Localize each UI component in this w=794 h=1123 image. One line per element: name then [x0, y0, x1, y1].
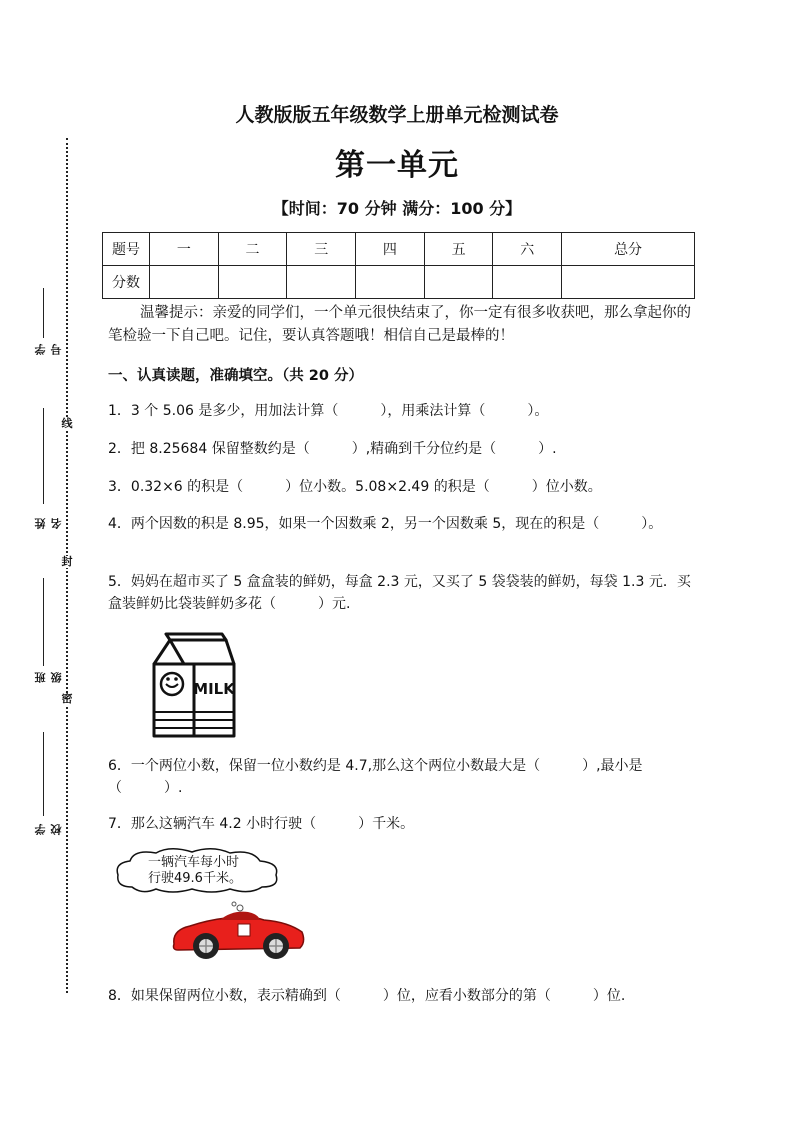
field-label: 学校 — [34, 824, 63, 835]
exam-time-info: 【时间：70 分钟 满分：100 分】 — [272, 199, 522, 218]
question-8: 8．如果保留两位小数，表示精确到（ ）位，应看小数部分的第（ ）位. — [108, 988, 626, 1004]
table-header-cell: 总分 — [562, 233, 695, 266]
question-3: 3．0.32×6 的积是（ ）位小数。5.08×2.49 的积是（ ）位小数。 — [108, 479, 602, 495]
exam-title: 第一单元 — [335, 148, 459, 183]
milk-carton-image — [146, 628, 238, 740]
score-cell[interactable] — [562, 266, 695, 299]
table-header-cell: 四 — [356, 233, 425, 266]
score-table — [102, 232, 695, 299]
fill-line[interactable] — [43, 578, 44, 666]
table-row — [103, 233, 695, 266]
seal-char-secret: 密 — [61, 692, 73, 705]
question-5: 5．妈妈在超市买了 5 盒盒装的鲜奶，每盒 2.3 元，又买了 5 袋袋装的鲜奶，每袋 1.3 元．买盒装鲜奶比袋装鲜奶多花（ ）元. — [108, 574, 691, 612]
field-label: 姓名 — [34, 518, 63, 529]
table-row — [103, 266, 695, 299]
cloud-text — [148, 855, 242, 887]
cloud-text-line: 一辆汽车每小时 — [148, 855, 240, 870]
table-header-cell: 三 — [287, 233, 356, 266]
section-title: 一、认真读题，准确填空。（共 20 分） — [108, 368, 364, 384]
seal-char-line: 线 — [61, 417, 73, 430]
red-car-image — [168, 900, 308, 962]
fill-line[interactable] — [43, 288, 44, 338]
fill-line[interactable] — [43, 408, 44, 504]
exam-subtitle: 人教版版五年级数学上册单元检测试卷 — [235, 104, 559, 126]
score-cell[interactable] — [424, 266, 493, 299]
score-cell[interactable] — [493, 266, 562, 299]
question-6: 6．一个两位小数，保留一位小数约是 4.7,那么这个两位小数最大是（ ）,最小是（ ）. — [108, 758, 643, 796]
fill-line[interactable] — [43, 732, 44, 816]
tip-paragraph: 温馨提示：亲爱的同学们，一个单元很快结束了，你一定有很多收获吧，那么拿起你的笔检验一下自己吧。记住，要认真答题哦！相信自己是最棒的！ — [108, 305, 691, 344]
score-cell[interactable] — [218, 266, 287, 299]
table-header-cell: 六 — [493, 233, 562, 266]
table-header-cell: 一 — [150, 233, 219, 266]
score-cell[interactable] — [150, 266, 219, 299]
table-row-label: 分数 — [103, 266, 150, 299]
table-header-cell: 题号 — [103, 233, 150, 266]
question-1: 1．3 个 5.06 是多少，用加法计算（ ），用乘法计算（ ）。 — [108, 403, 549, 419]
question-2: 2．把 8.25684 保留整数约是（ ）,精确到千分位约是（ ）. — [108, 441, 557, 457]
score-cell[interactable] — [356, 266, 425, 299]
table-header-cell: 二 — [218, 233, 287, 266]
cloud-text-line: 行驶49.6千米。 — [148, 871, 242, 886]
seal-char-seal: 封 — [61, 555, 73, 568]
question-7: 7．那么这辆汽车 4.2 小时行驶（ ）千米。 — [108, 816, 415, 832]
field-label: 班级 — [34, 672, 63, 683]
score-cell[interactable] — [287, 266, 356, 299]
table-header-cell: 五 — [424, 233, 493, 266]
field-label: 学号 — [34, 344, 63, 355]
milk-label: MILK — [193, 680, 235, 698]
question-4: 4．两个因数的积是 8.95，如果一个因数乘 2，另一个因数乘 5，现在的积是（ ）。 — [108, 516, 663, 532]
